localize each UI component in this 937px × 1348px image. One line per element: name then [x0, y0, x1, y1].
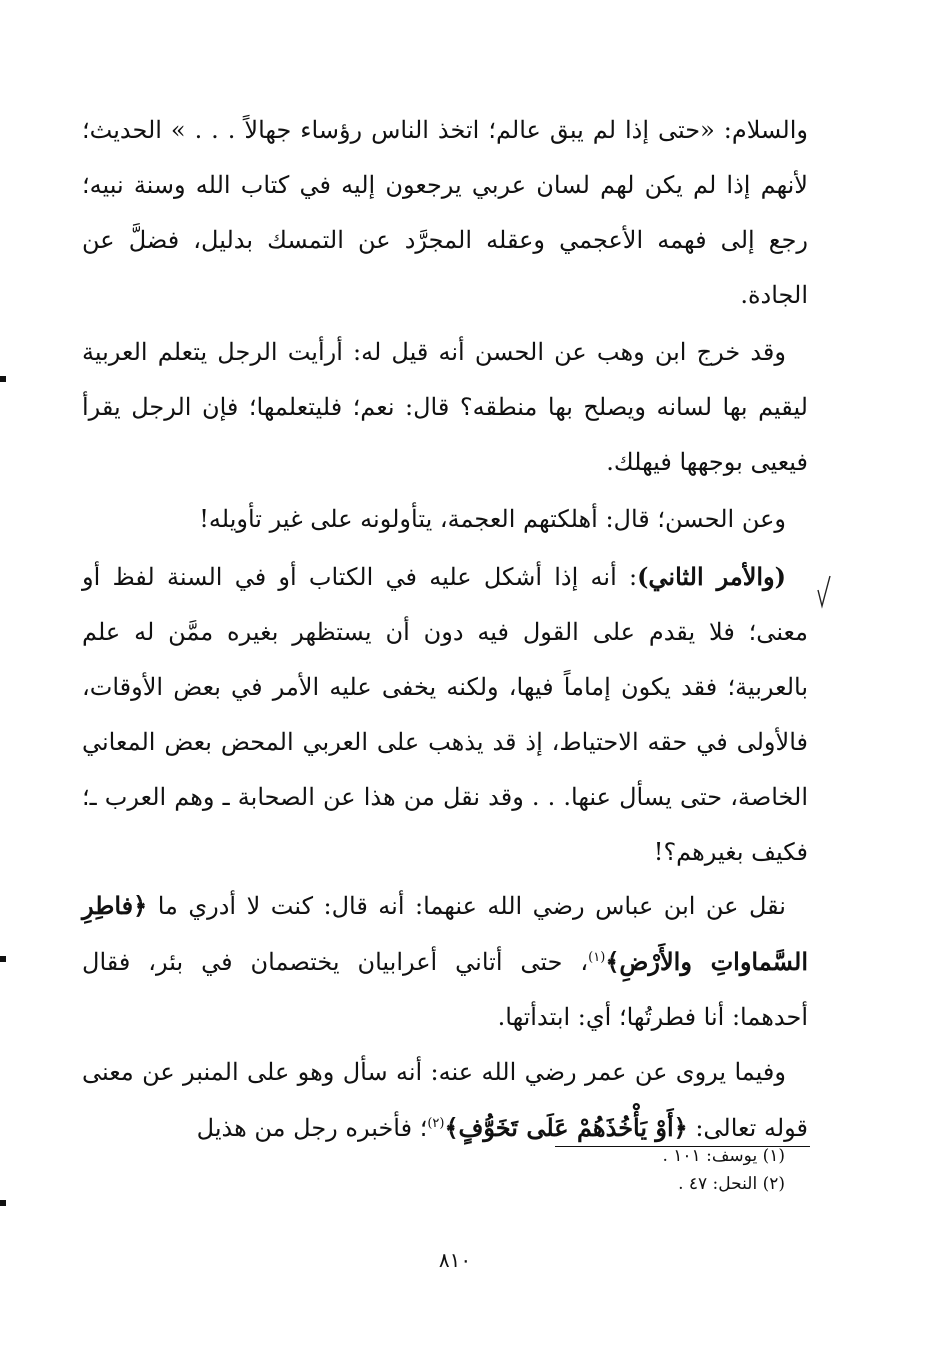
footnote-ref-1: (١) — [588, 950, 606, 965]
paragraph-2-text: وقد خرج ابن وهب عن الحسن أنه قيل له: أرأيت الرجل يتعلم العربية ليقيم بها لسانه ويصلح بها منطقه؟ قال: نعم؛ فليتعلمها؛ فإن الرجل يقرأ فيعيى بوجهها فيهلك. — [82, 338, 808, 476]
paragraph-4-text — [82, 549, 808, 880]
paragraph-5-text — [82, 878, 808, 1045]
footnote-ref-2: (٢) — [427, 1116, 445, 1131]
margin-mark — [0, 376, 6, 382]
paragraph-1-text: والسلام: «حتى إذا لم يبق عالم؛ اتخذ الناس رؤساء جهالاً . . . » الحديث؛ لأنهم إذا لم يكن لهم لسان عربي يرجعون إليه في كتاب الله وسنة نبيه؛ رجع إلى فهمه الأعجمي وعقله المجرَّد عن التمسك بدليل، فضلَّ عن الجادة. — [82, 116, 808, 309]
margin-mark — [0, 956, 6, 962]
paragraph-6-start: وفيما يروى عن عمر رضي الله عنه: أنه سأل وهو على المنبر عن معنى قوله تعالى: — [82, 1058, 808, 1142]
paragraph-6-text — [82, 1045, 808, 1156]
paragraph-4 — [82, 549, 808, 880]
paragraph-5 — [82, 878, 808, 1045]
quran-verse-1: ﴿فاطِرِ السَّماواتِ والأَرْضِ﴾ — [82, 891, 809, 976]
margin-mark — [0, 1200, 6, 1206]
footnote-2: (٢) النحل: ٤٧ . — [678, 1174, 785, 1194]
paragraph-3-text: وعن الحسن؛ قال: أهلكتهم العجمة، يتأولونه على غير تأويله! — [199, 505, 786, 533]
handwritten-check-icon — [815, 572, 833, 612]
paragraph-4-body: : أنه إذا أشكل عليه في الكتاب أو في السنة لفظ أو معنى؛ فلا يقدم على القول فيه دون أن يستظهر بغيره ممَّن له علم بالعربية؛ فقد يكون إماماً فيها، ولكنه يخفى عليه الأمر في بعض الأوقات، فالأولى في حقه الاحتياط، إذ قد يذهب على العربي المحض بعض المعاني الخاصة، حتى يسأل عنها. . . وقد نقل من هذا عن الصحابة ـ وهم العرب ـ؛ فكيف بغيرهم؟! — [82, 563, 808, 866]
paragraph-6 — [82, 1045, 808, 1156]
footnote-1: (١) يوسف: ١٠١ . — [662, 1146, 785, 1166]
paragraph-3 — [82, 492, 808, 547]
second-matter-heading: (والأمر الثاني) — [637, 562, 786, 591]
page-number: ٨١٠ — [438, 1248, 472, 1272]
footnotes — [500, 1142, 785, 1198]
paragraph-1 — [82, 103, 808, 323]
paragraph-5-end: ، حتى أتاني أعرابيان يختصمان في بئر، فقال أحدهما: أنا فطرتُها؛ أي: ابتدأتها. — [82, 948, 808, 1031]
paragraph-6-end: ؛ فأخبره رجل من هذيل — [196, 1114, 428, 1142]
quran-verse-2: ﴿أَوْ يَأْخُذَهُمْ عَلَى تَخَوُّفٍ﴾ — [444, 1113, 688, 1142]
paragraph-2 — [82, 325, 808, 490]
paragraph-5-start: نقل عن ابن عباس رضي الله عنهما: أنه قال: كنت لا أدري ما — [157, 892, 786, 920]
